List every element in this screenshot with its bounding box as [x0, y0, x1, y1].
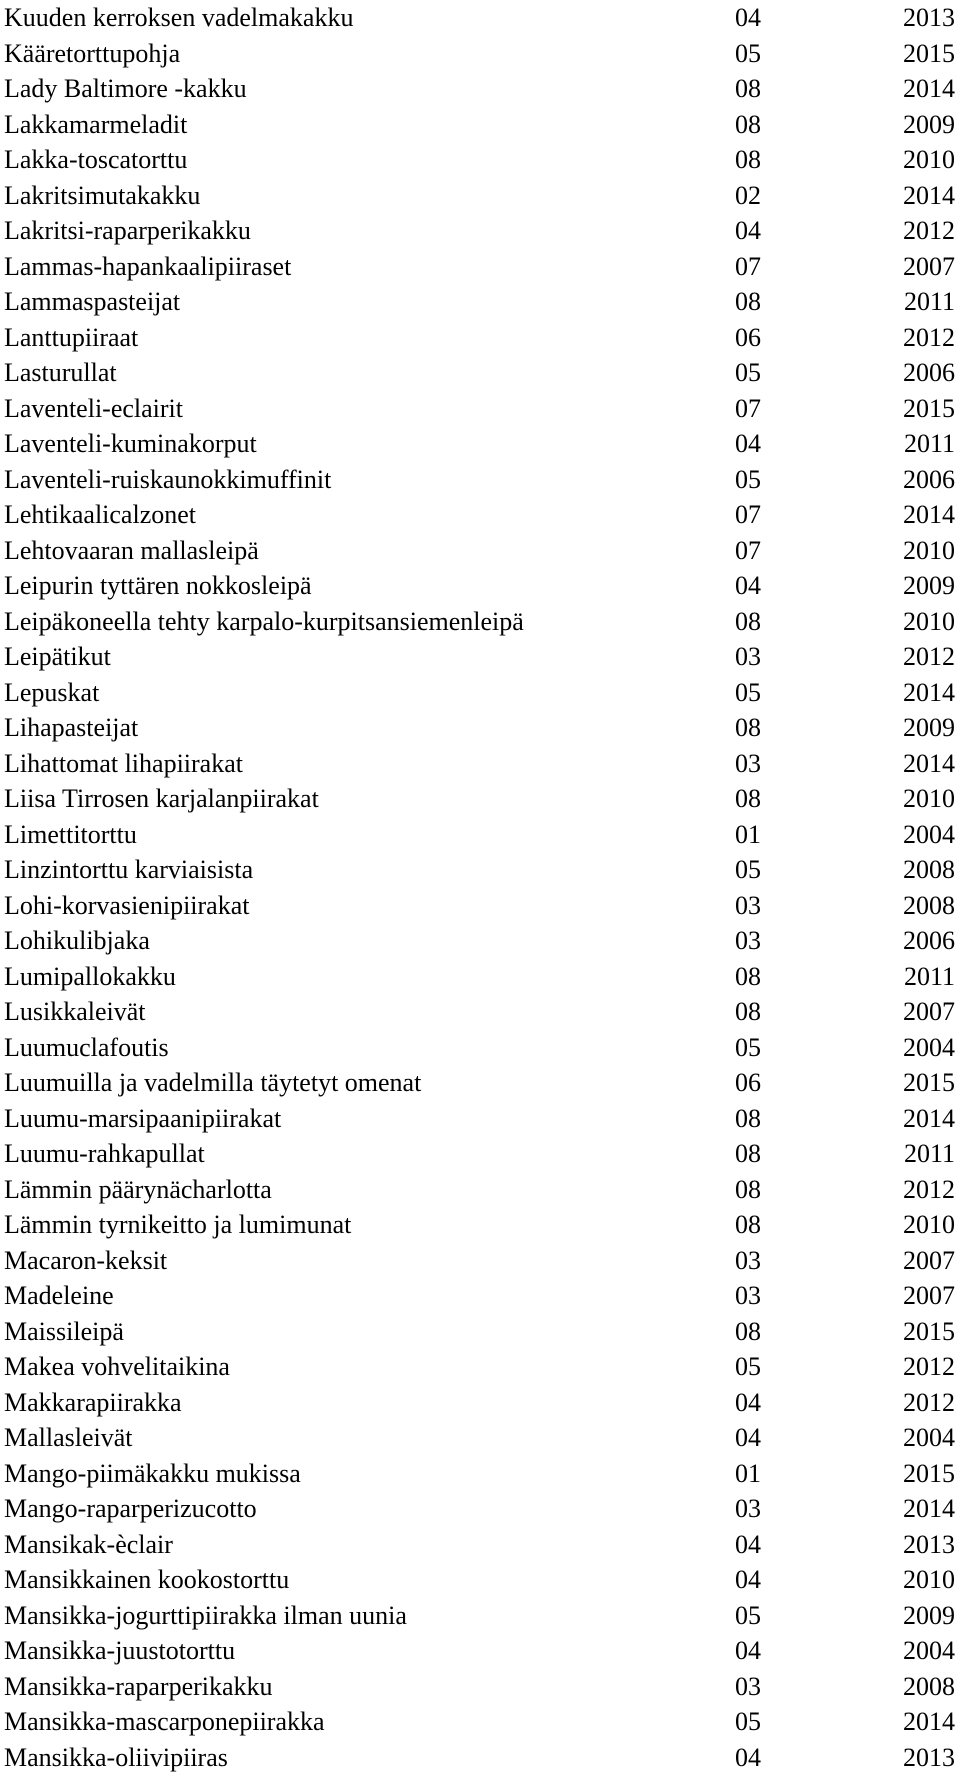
recipe-issue-number: 05	[735, 1600, 761, 1630]
recipe-row	[0, 923, 960, 959]
recipe-row	[0, 142, 960, 178]
recipe-name: Liisa Tirrosen karjalanpiirakat	[4, 784, 319, 813]
recipe-year: 2006	[903, 464, 955, 494]
recipe-name: Lammaspasteijat	[4, 287, 181, 316]
recipe-name: Lämmin tyrnikeitto ja lumimunat	[4, 1210, 352, 1239]
recipe-year: 2004	[903, 1423, 955, 1452]
recipe-year: 2006	[903, 926, 955, 955]
recipe-year: 2012	[903, 642, 955, 671]
recipe-name: Macaron-keksit	[4, 1245, 168, 1275]
recipe-name: Luumuilla ja vadelmilla täytetyt omenat	[4, 1068, 422, 1097]
recipe-row	[0, 284, 960, 320]
recipe-issue-number: 05	[735, 464, 761, 494]
recipe-row	[0, 320, 960, 356]
recipe-year: 2008	[903, 890, 955, 920]
recipe-issue-number: 04	[735, 1529, 761, 1559]
recipe-issue-number: 04	[735, 3, 761, 32]
recipe-row	[0, 1456, 960, 1492]
recipe-issue-number: 05	[735, 358, 761, 387]
recipe-name: Lasturullat	[4, 358, 117, 387]
recipe-year: 2014	[903, 180, 955, 210]
recipe-row	[0, 1172, 960, 1208]
recipe-row	[0, 1420, 960, 1456]
recipe-year: 2008	[903, 1671, 955, 1701]
recipe-name: Leipurin tyttären nokkosleipä	[4, 571, 312, 600]
recipe-year: 2007	[903, 251, 955, 281]
recipe-name: Limettitorttu	[4, 819, 137, 849]
recipe-year: 2010	[903, 145, 955, 174]
recipe-name: Mango-piimäkakku mukissa	[4, 1458, 301, 1488]
recipe-name: Leipätikut	[4, 642, 111, 671]
recipe-year: 2014	[903, 74, 955, 103]
recipe-issue-number: 05	[735, 1352, 761, 1381]
recipe-name: Lakritsimutakakku	[4, 180, 201, 210]
recipe-name: Lepuskat	[4, 677, 100, 707]
recipe-year: 2012	[903, 1352, 955, 1381]
recipe-issue-number: 03	[735, 890, 761, 920]
recipe-issue-number: 05	[735, 38, 761, 68]
recipe-name: Mango-raparperizucotto	[4, 1494, 257, 1523]
recipe-row	[0, 781, 960, 817]
recipe-issue-number: 01	[735, 819, 761, 849]
recipe-issue-number: 08	[735, 109, 761, 139]
recipe-row	[0, 888, 960, 924]
recipe-year: 2004	[903, 1032, 955, 1062]
recipe-name: Lohikulibjaka	[4, 926, 150, 955]
recipe-issue-number: 08	[735, 74, 761, 103]
recipe-name: Lusikkaleivät	[4, 997, 146, 1026]
recipe-row	[0, 497, 960, 533]
recipe-year: 2014	[903, 1103, 955, 1133]
recipe-year: 2010	[903, 1565, 955, 1594]
recipe-name: Mansikkainen kookostorttu	[4, 1565, 290, 1594]
recipe-row	[0, 1598, 960, 1634]
recipe-year: 2014	[903, 748, 955, 778]
recipe-issue-number: 04	[735, 1423, 761, 1452]
recipe-year: 2013	[903, 1529, 955, 1559]
recipe-year: 2004	[903, 819, 955, 849]
recipe-year: 2015	[903, 1458, 955, 1488]
recipe-year: 2014	[903, 500, 955, 529]
recipe-row	[0, 604, 960, 640]
recipe-row	[0, 1740, 960, 1776]
recipe-name: Laventeli-kuminakorput	[4, 429, 257, 458]
recipe-issue-number: 04	[735, 1387, 761, 1417]
recipe-year: 2012	[903, 322, 955, 352]
recipe-name: Kääretorttupohja	[4, 38, 181, 68]
recipe-row	[0, 36, 960, 72]
recipe-year: 2014	[903, 677, 955, 707]
recipe-name: Madeleine	[4, 1281, 114, 1310]
recipe-row	[0, 426, 960, 462]
recipe-issue-number: 03	[735, 642, 761, 671]
recipe-year: 2010	[903, 535, 955, 565]
recipe-name: Laventeli-ruiskaunokkimuffinit	[4, 464, 332, 494]
recipe-name: Lohi-korvasienipiirakat	[4, 890, 250, 920]
recipe-issue-number: 03	[735, 926, 761, 955]
recipe-name: Makea vohvelitaikina	[4, 1352, 230, 1381]
recipe-issue-number: 04	[735, 1742, 761, 1772]
recipe-row	[0, 178, 960, 214]
recipe-name: Makkarapiirakka	[4, 1387, 182, 1417]
recipe-issue-number: 08	[735, 1316, 761, 1346]
recipe-year: 2015	[903, 38, 955, 68]
recipe-issue-number: 04	[735, 571, 761, 600]
recipe-row	[0, 71, 960, 107]
recipe-row	[0, 391, 960, 427]
recipe-issue-number: 03	[735, 1245, 761, 1275]
recipe-name: Lehtikaalicalzonet	[4, 500, 197, 529]
recipe-row	[0, 533, 960, 569]
recipe-issue-number: 08	[735, 145, 761, 174]
recipe-row	[0, 1562, 960, 1598]
recipe-year: 2014	[903, 1494, 955, 1523]
recipe-name: Kuuden kerroksen vadelmakakku	[4, 3, 354, 32]
recipe-row	[0, 1030, 960, 1066]
recipe-year: 2011	[903, 429, 955, 458]
recipe-year: 2009	[903, 109, 955, 139]
recipe-name: Linzintorttu karviaisista	[4, 855, 254, 884]
recipe-year: 2009	[903, 713, 955, 742]
recipe-row	[0, 1491, 960, 1527]
recipe-issue-number: 04	[735, 1565, 761, 1594]
recipe-row	[0, 1349, 960, 1385]
recipe-name: Luumu-marsipaanipiirakat	[4, 1103, 282, 1133]
recipe-year: 2014	[903, 1707, 955, 1736]
recipe-year: 2011	[903, 1139, 955, 1168]
recipe-issue-number: 06	[735, 322, 761, 352]
recipe-row	[0, 852, 960, 888]
recipe-name: Lehtovaaran mallasleipä	[4, 535, 259, 565]
recipe-year: 2004	[903, 1636, 955, 1665]
recipe-row	[0, 1101, 960, 1137]
recipe-row	[0, 675, 960, 711]
recipe-row	[0, 249, 960, 285]
recipe-issue-number: 08	[735, 784, 761, 813]
recipe-year: 2011	[903, 287, 955, 316]
recipe-row	[0, 1633, 960, 1669]
recipe-issue-number: 08	[735, 287, 761, 316]
recipe-issue-number: 06	[735, 1068, 761, 1097]
recipe-name: Lammas-hapankaalipiiraset	[4, 251, 292, 281]
recipe-issue-number: 08	[735, 606, 761, 636]
recipe-issue-number: 04	[735, 1636, 761, 1665]
recipe-issue-number: 03	[735, 748, 761, 778]
recipe-issue-number: 03	[735, 1671, 761, 1701]
recipe-year: 2010	[903, 606, 955, 636]
recipe-row	[0, 355, 960, 391]
recipe-name: Leipäkoneella tehty karpalo-kurpitsansiemenleipä	[4, 606, 524, 636]
recipe-year: 2012	[903, 1174, 955, 1204]
recipe-issue-number: 05	[735, 1032, 761, 1062]
recipe-name: Mallasleivät	[4, 1423, 133, 1452]
recipe-year: 2006	[903, 358, 955, 387]
recipe-issue-number: 02	[735, 180, 761, 210]
recipe-row	[0, 1704, 960, 1740]
recipe-year: 2010	[903, 1210, 955, 1239]
recipe-issue-number: 07	[735, 535, 761, 565]
recipe-issue-number: 08	[735, 1103, 761, 1133]
recipe-year: 2008	[903, 855, 955, 884]
recipe-row	[0, 1669, 960, 1705]
recipe-row	[0, 959, 960, 995]
recipe-name: Lakka-toscatorttu	[4, 145, 188, 174]
recipe-row	[0, 213, 960, 249]
recipe-name: Mansikka-oliivipiiras	[4, 1742, 228, 1772]
recipe-year: 2010	[903, 784, 955, 813]
recipe-row	[0, 746, 960, 782]
recipe-year: 2009	[903, 571, 955, 600]
recipe-row	[0, 994, 960, 1030]
recipe-name: Mansikka-raparperikakku	[4, 1671, 273, 1701]
recipe-issue-number: 03	[735, 1281, 761, 1310]
recipe-row	[0, 568, 960, 604]
recipe-name: Lady Baltimore -kakku	[4, 74, 247, 103]
recipe-row	[0, 107, 960, 143]
recipe-issue-number: 04	[735, 216, 761, 245]
recipe-name: Laventeli-eclairit	[4, 393, 184, 423]
recipe-name: Lanttupiiraat	[4, 322, 139, 352]
recipe-name: Lakritsi-raparperikakku	[4, 216, 251, 245]
recipe-row	[0, 1136, 960, 1172]
recipe-row	[0, 1065, 960, 1101]
recipe-name: Mansikka-mascarponepiirakka	[4, 1707, 325, 1736]
recipe-name: Lakkamarmeladit	[4, 109, 188, 139]
recipe-row	[0, 0, 960, 36]
recipe-row	[0, 1527, 960, 1563]
recipe-row	[0, 1314, 960, 1350]
recipe-year: 2015	[903, 1068, 955, 1097]
recipe-issue-number: 05	[735, 855, 761, 884]
recipe-name: Luumu-rahkapullat	[4, 1139, 205, 1168]
recipe-row	[0, 1207, 960, 1243]
recipe-year: 2011	[903, 961, 955, 991]
recipe-issue-number: 08	[735, 1139, 761, 1168]
recipe-name: Lumipallokakku	[4, 961, 176, 991]
recipe-year: 2015	[903, 393, 955, 423]
recipe-year: 2007	[903, 997, 955, 1026]
recipe-year: 2012	[903, 216, 955, 245]
recipe-row	[0, 1385, 960, 1421]
recipe-name: Lihapasteijat	[4, 713, 139, 742]
recipe-issue-number: 04	[735, 429, 761, 458]
recipe-year: 2009	[903, 1600, 955, 1630]
recipe-issue-number: 03	[735, 1494, 761, 1523]
recipe-name: Luumuclafoutis	[4, 1032, 169, 1062]
recipe-name: Mansikka-juustotorttu	[4, 1636, 236, 1665]
recipe-year: 2013	[903, 3, 955, 32]
recipe-issue-number: 07	[735, 251, 761, 281]
recipe-issue-number: 07	[735, 500, 761, 529]
recipe-year: 2007	[903, 1245, 955, 1275]
recipe-issue-number: 01	[735, 1458, 761, 1488]
recipe-name: Maissileipä	[4, 1316, 124, 1346]
recipe-issue-number: 08	[735, 1210, 761, 1239]
recipe-issue-number: 05	[735, 677, 761, 707]
recipe-year: 2013	[903, 1742, 955, 1772]
recipe-row	[0, 462, 960, 498]
recipe-year: 2012	[903, 1387, 955, 1417]
recipe-row	[0, 639, 960, 675]
recipe-name: Mansikka-jogurttipiirakka ilman uunia	[4, 1600, 407, 1630]
recipe-row	[0, 710, 960, 746]
recipe-issue-number: 05	[735, 1707, 761, 1736]
recipe-name: Mansikak-èclair	[4, 1529, 173, 1559]
recipe-year: 2015	[903, 1316, 955, 1346]
recipe-year: 2007	[903, 1281, 955, 1310]
recipe-row	[0, 817, 960, 853]
recipe-name: Lämmin päärynächarlotta	[4, 1174, 272, 1204]
recipe-issue-number: 07	[735, 393, 761, 423]
recipe-row	[0, 1243, 960, 1279]
recipe-issue-number: 08	[735, 961, 761, 991]
recipe-name: Lihattomat lihapiirakat	[4, 748, 243, 778]
recipe-row	[0, 1278, 960, 1314]
recipe-issue-number: 08	[735, 713, 761, 742]
recipe-issue-number: 08	[735, 997, 761, 1026]
recipe-issue-number: 08	[735, 1174, 761, 1204]
